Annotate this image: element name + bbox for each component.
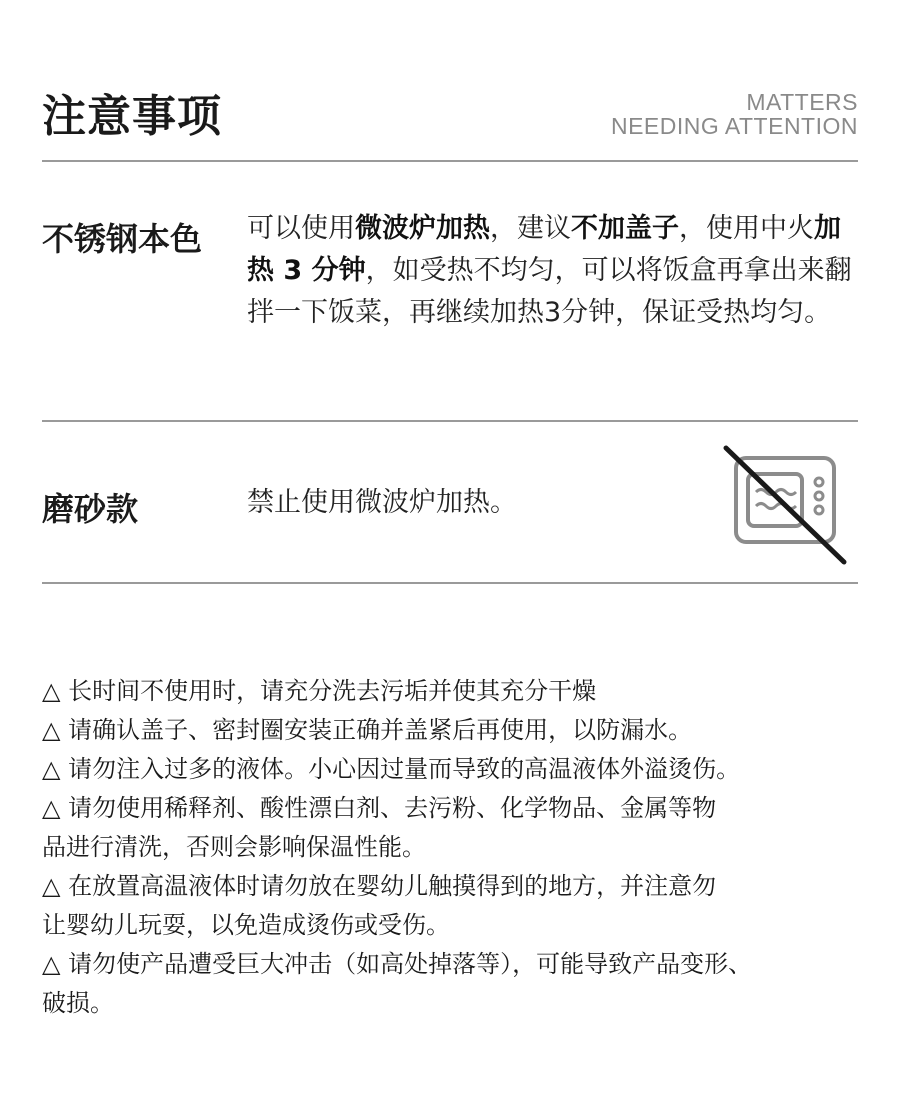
section-frosted: [42, 422, 858, 584]
text-segment-bold: 加热 3 分钟: [247, 213, 841, 286]
note-line: △ 请勿使产品遭受巨大冲击（如高处掉落等），可能导致产品变形、: [42, 950, 753, 978]
page-subtitle: [611, 90, 858, 138]
note-line: △ 请确认盖子、密封圈安装正确并盖紧后再使用，以防漏水。: [42, 716, 693, 744]
note-line: △ 请勿使用稀释剂、酸性漂白剂、去污粉、化学物品、金属等物: [42, 794, 717, 822]
page-title: 注意事项: [42, 91, 222, 142]
text-segment-bold: 微波炉加热: [355, 213, 490, 244]
section-label-frosted: 磨砂款: [42, 490, 139, 528]
text-segment: ，建议: [490, 213, 571, 244]
text-segment: ，如受热不均匀，可以将饭盒再拿出来翻拌一下饭菜，再继续加热3分钟，保证受热均匀。: [247, 255, 852, 328]
section-stainless: [42, 160, 858, 422]
section-text-frosted: 禁止使用微波炉加热。: [247, 487, 517, 518]
note-line: 让婴幼儿玩耍，以免造成烫伤或受伤。: [42, 911, 450, 939]
note-line: 破损。: [42, 989, 114, 1017]
note-line: 品进行清洗，否则会影响保温性能。: [42, 833, 426, 861]
text-segment-bold: 不加盖子: [571, 213, 679, 244]
notes-list: [42, 672, 858, 1023]
subtitle-line-2: NEEDING ATTENTION: [610, 113, 858, 139]
text-segment: 可以使用: [247, 213, 355, 244]
header: [42, 72, 858, 162]
text-segment: ，使用中火: [679, 213, 814, 244]
no-microwave-icon: [722, 444, 850, 566]
section-label-stainless: 不锈钢本色: [42, 220, 203, 258]
section-text-stainless: [247, 208, 858, 334]
note-line: △ 在放置高温液体时请勿放在婴幼儿触摸得到的地方，并注意勿: [42, 872, 717, 900]
note-line: △ 长时间不使用时，请充分洗去污垢并使其充分干燥: [42, 677, 597, 705]
note-line: △ 请勿注入过多的液体。小心因过量而导致的高温液体外溢烫伤。: [42, 755, 741, 783]
subtitle-line-1: MATTERS: [746, 89, 858, 115]
